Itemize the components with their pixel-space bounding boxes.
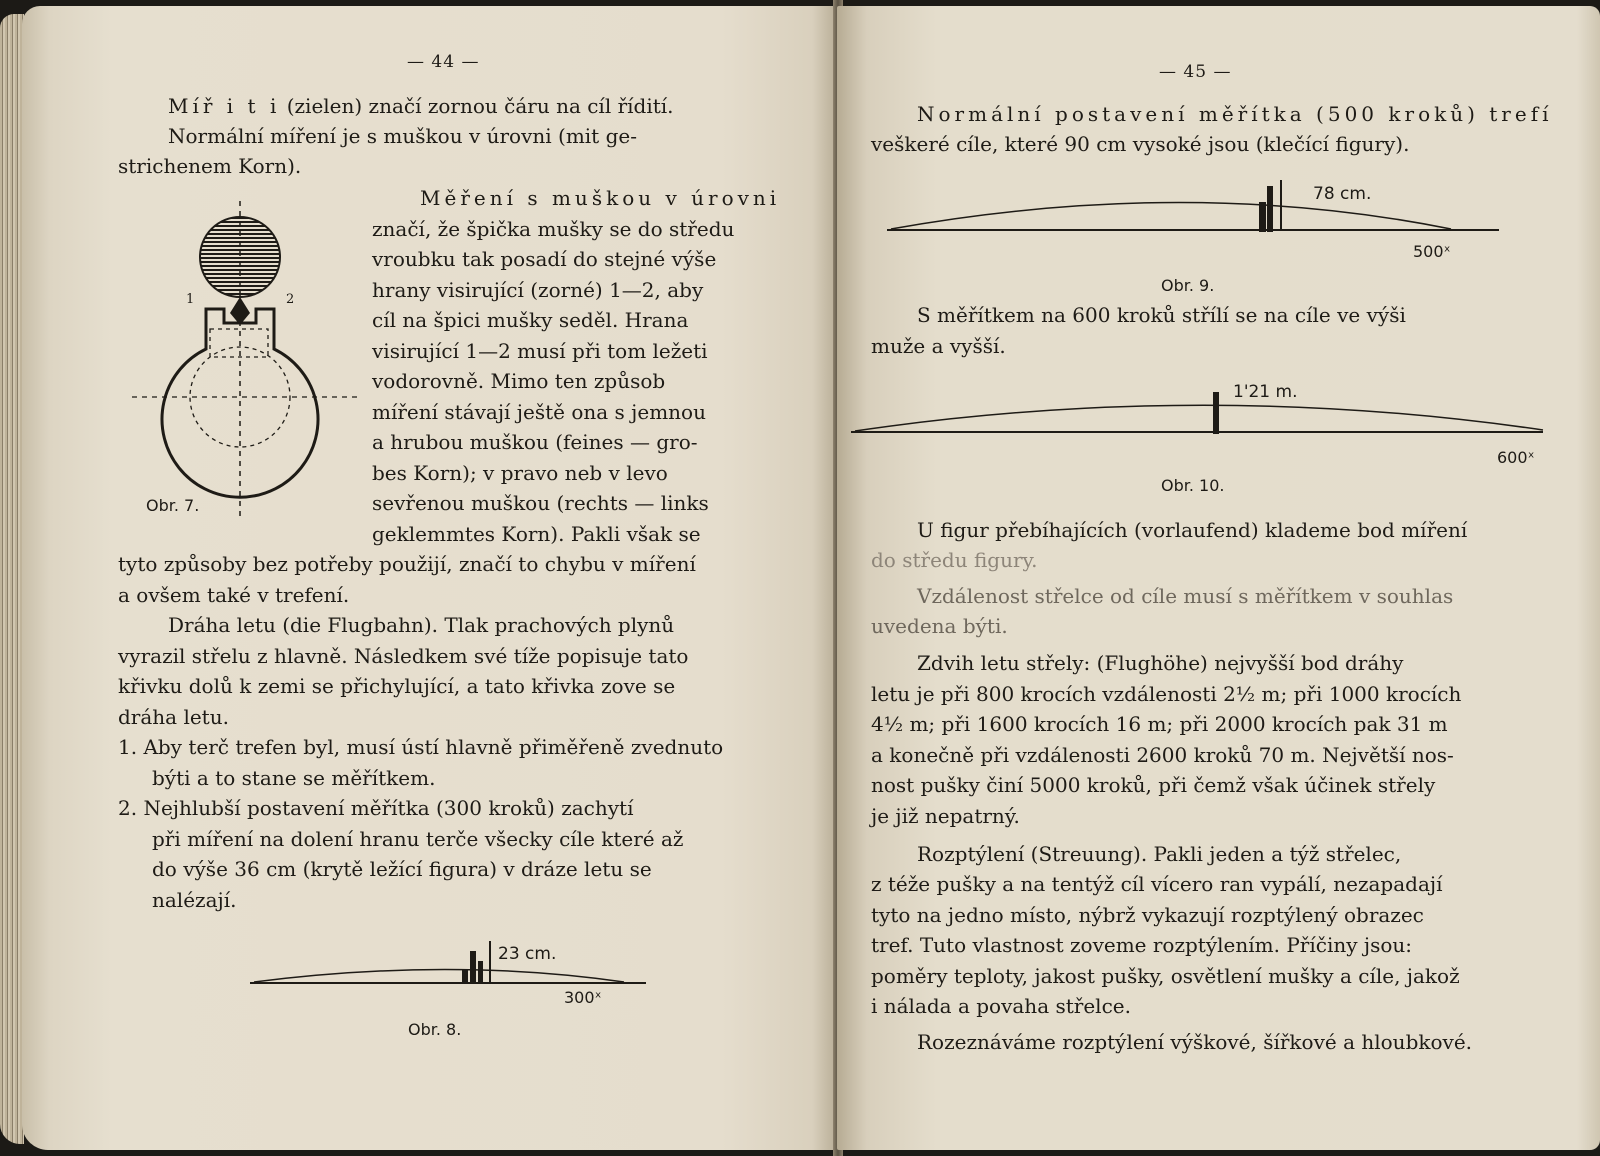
text-line: tyto na jedno místo, nýbrž vykazují rozptýlený obrazec [871, 903, 1424, 927]
fig9-height-label: 78 cm. [1313, 184, 1372, 204]
figure-10-caption: Obr. 10. [1161, 476, 1225, 495]
text-line: S měřítkem na 600 kroků střílí se na cíle ve výši [917, 303, 1406, 327]
text-line: U figur přebíhajících (vorlaufend) klademe bod míření [917, 518, 1468, 542]
text-line: vroubku tak posadí do stejné výše [372, 247, 717, 271]
figure-8-caption: Obr. 8. [408, 1020, 462, 1039]
right-page [837, 6, 1600, 1150]
text-line: 4½ m; při 1600 krocích 16 m; při 2000 krocích pak 31 m [871, 712, 1448, 736]
text-line: bes Korn); v pravo neb v levo [372, 461, 668, 485]
fig10-height-label: 1'21 m. [1233, 382, 1298, 402]
text-line: křivku dolů k zemi se přichylující, a tato křivka zove se [118, 674, 676, 698]
text-line: tyto způsoby bez potřeby použijí, značí to chybu v míření [118, 552, 696, 576]
figure-10-trajectory [851, 386, 1551, 446]
fig9-range-label: 500ˣ [1413, 242, 1451, 261]
text-line: a hrubou muškou (feines — gro- [372, 430, 698, 454]
text-line: značí, že špička mušky se do středu [372, 217, 735, 241]
text-line: vyrazil střelu z hlavně. Následkem své tíže popisuje tato [118, 644, 689, 668]
fig7-label-1: 1 [186, 292, 195, 307]
figure-9-caption: Obr. 9. [1161, 276, 1215, 295]
text-line: nost pušky činí 5000 kroků, při čemž však účinek střely [871, 773, 1436, 797]
page-edges [0, 14, 24, 1144]
left-page [22, 6, 837, 1150]
text-line: do středu figury. [871, 548, 1038, 572]
text-line: Rozeznáváme rozptýlení výškové, šířkové a hloubkové. [917, 1030, 1473, 1054]
fig8-height-label: 23 cm. [498, 944, 557, 964]
text-line: Měření s muškou v úrovni [420, 186, 781, 210]
text-line: vodorovně. Mimo ten způsob [372, 369, 666, 393]
text-line: dráha letu. [118, 705, 229, 729]
text-line: muže a vyšší. [871, 334, 1006, 358]
fig8-range-label: 300ˣ [564, 988, 602, 1007]
text-line: Vzdálenost střelce od cíle musí s měřítkem v souhlas [917, 584, 1454, 608]
text-line: míření stávají ještě ona s jemnou [372, 400, 706, 424]
text-line: i nálada a povaha střelce. [871, 994, 1131, 1018]
text-line: nalézají. [152, 888, 237, 912]
text-line: veškeré cíle, které 90 cm vysoké jsou (klečící figury). [871, 132, 1410, 156]
text-line: hrany visirující (zorné) 1—2, aby [372, 278, 704, 302]
list-item: 2. Nejhlubší postavení měřítka (300 kroků) zachytí [118, 796, 634, 820]
fig10-range-label: 600ˣ [1497, 448, 1535, 467]
text-line: a konečně při vzdálenosti 2600 kroků 70 m. Největší nos- [871, 743, 1454, 767]
list-item: 1. Aby terč trefen byl, musí ústí hlavně přiměřeně zvednuto [118, 735, 724, 759]
text-line: letu je při 800 krocích vzdálenosti 2½ m; při 1000 krocích [871, 682, 1462, 706]
text-line: Normální postavení měřítka (500 kroků) trefí [917, 102, 1553, 126]
text-line: tref. Tuto vlastnost zoveme rozptýlením. Příčiny jsou: [871, 933, 1413, 957]
text-line: je již nepatrný. [871, 804, 1020, 828]
text-line: geklemmtes Korn). Pakli však se [372, 522, 701, 546]
text-line: Dráha letu (die Flugbahn). Tlak prachových plynů [168, 613, 675, 637]
fig7-label-2: 2 [286, 292, 295, 307]
figure-7-sight-diagram [122, 201, 372, 531]
page-number-right: — 45 — [1159, 62, 1232, 82]
text-line: a ovšem také v trefení. [118, 583, 350, 607]
text-line: z téže pušky a na tentýž cíl vícero ran vypálí, nezapadají [871, 872, 1443, 896]
text-line: Zdvih letu střely: (Flughöhe) nejvyšší bod dráhy [917, 651, 1404, 675]
text-line: býti a to stane se měřítkem. [152, 766, 436, 790]
text-line: sevřenou muškou (rechts — links [372, 491, 709, 515]
text-line: poměry teploty, jakost pušky, osvětlení mušky a cíle, jakož [871, 964, 1460, 988]
text-line: strichenem Korn). [118, 154, 302, 178]
text-line: Rozptýlení (Streuung). Pakli jeden a týž střelec, [917, 842, 1402, 866]
text-line: při míření na dolení hranu terče všecky cíle které až [152, 827, 684, 851]
text-line: uvedena býti. [871, 614, 1008, 638]
text-line: Normální míření je s muškou v úrovni (mit ge- [168, 124, 637, 148]
page-number-left: — 44 — [407, 52, 480, 72]
text-line: cíl na špici mušky seděl. Hrana [372, 308, 689, 332]
text-line: do výše 36 cm (krytě ležící figura) v dráze letu se [152, 857, 652, 881]
text-line: Míř i t i (zielen) značí zornou čáru na cíl řídití. [168, 94, 674, 118]
figure-7-caption: Obr. 7. [146, 496, 200, 515]
text-line: visirující 1—2 musí při tom ležeti [372, 339, 708, 363]
